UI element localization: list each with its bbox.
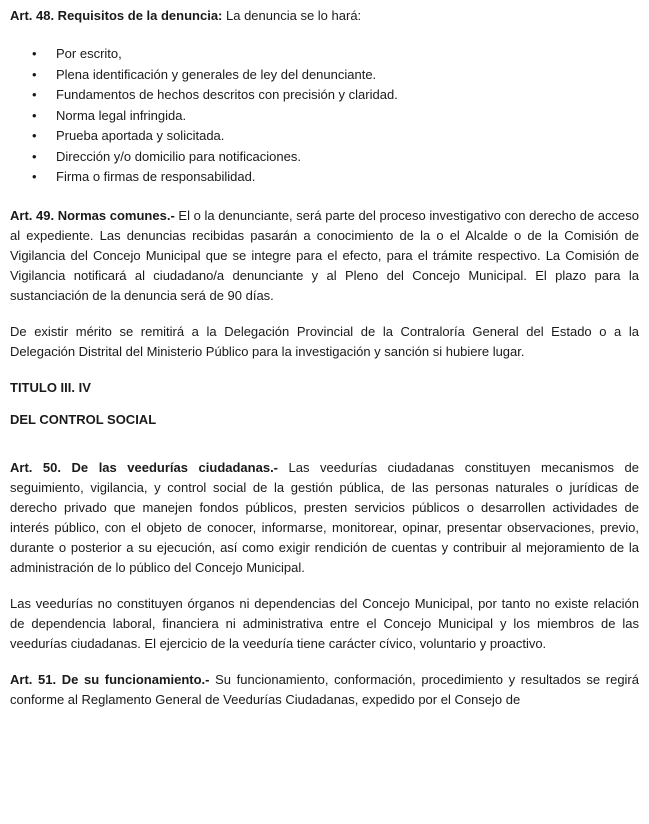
art51-paragraph	[10, 670, 639, 710]
requirements-list	[10, 44, 639, 188]
art51-text: Su funcionamiento, conformación, procedimiento y resultados se regirá conforme al Reglamento General de Veedurías Ciudadanas, expedido por el Consejo de	[10, 671, 639, 707]
titulo-heading: TITULO III. IV	[10, 379, 91, 395]
art49-paragraph	[10, 206, 639, 306]
art48-label: Art. 48. Requisitos de la denuncia:	[10, 8, 223, 23]
list-item: • Por escrito,	[32, 44, 639, 65]
subtitulo-heading: DEL CONTROL SOCIAL	[10, 411, 157, 427]
list-item: • Fundamentos de hechos descritos con precisión y claridad.	[32, 85, 639, 106]
list-item: • Dirección y/o domicilio para notificaciones.	[32, 147, 639, 168]
art48-text: La denuncia se lo hará:	[222, 8, 362, 23]
art50-paragraph	[10, 458, 639, 578]
art49-text: El o la denunciante, será parte del proceso investigativo con derecho de acceso al expediente. Las denuncias recibidas pasarán a conocimiento de la o el Alcalde o de la Comisión de Vigilancia del Concejo Municipal que se integre para el efecto, para el trámite respectivo. La Comisión de Vigilancia notificará al ciudadano/a denunciante y al Pleno del Concejo Municipal. El plazo para la sustanciación de la denuncia será de 90 días.	[10, 207, 639, 303]
list-item: • Plena identificación y generales de ley del denunciante.	[32, 65, 639, 86]
art48-paragraph	[10, 6, 639, 26]
art49-label: Art. 49. Normas comunes.-	[10, 207, 175, 223]
list-item: • Prueba aportada y solicitada.	[32, 126, 639, 147]
art50-text: Las veedurías ciudadanas constituyen mecanismos de seguimiento, vigilancia, y control social de la gestión pública, de las personas naturales o jurídicas de derecho privado que manejen fondos públicos, presten servicios públicos o desarrollen actividades de interés público, con el objeto de conocer, informarse, monitorear, opinar, presentar observaciones, previo, durante o posterior a su ejecución, así como exigir rendición de cuentas y contribuir al mejoramiento de la administración de lo público del Concejo Municipal.	[10, 459, 639, 575]
art50-label: Art. 50. De las veedurías ciudadanas.-	[10, 459, 279, 475]
list-item: • Firma o firmas de responsabilidad.	[32, 167, 639, 188]
list-item: • Norma legal infringida.	[32, 106, 639, 127]
art51-label: Art. 51. De su funcionamiento.-	[10, 671, 210, 687]
merito-paragraph: De existir mérito se remitirá a la Delegación Provincial de la Contraloría General del Estado o a la Delegación Distrital del Ministerio Público para la investigación y sanción si hubiere lugar.	[10, 323, 639, 359]
veedurias-paragraph: Las veedurías no constituyen órganos ni dependencias del Concejo Municipal, por tanto no existe relación de dependencia laboral, financiera ni administrativa entre el Concejo Municipal y los miembros de las veedurías ciudadanas. El ejercicio de la veeduría tiene carácter cívico, voluntario y proactivo.	[10, 595, 639, 651]
